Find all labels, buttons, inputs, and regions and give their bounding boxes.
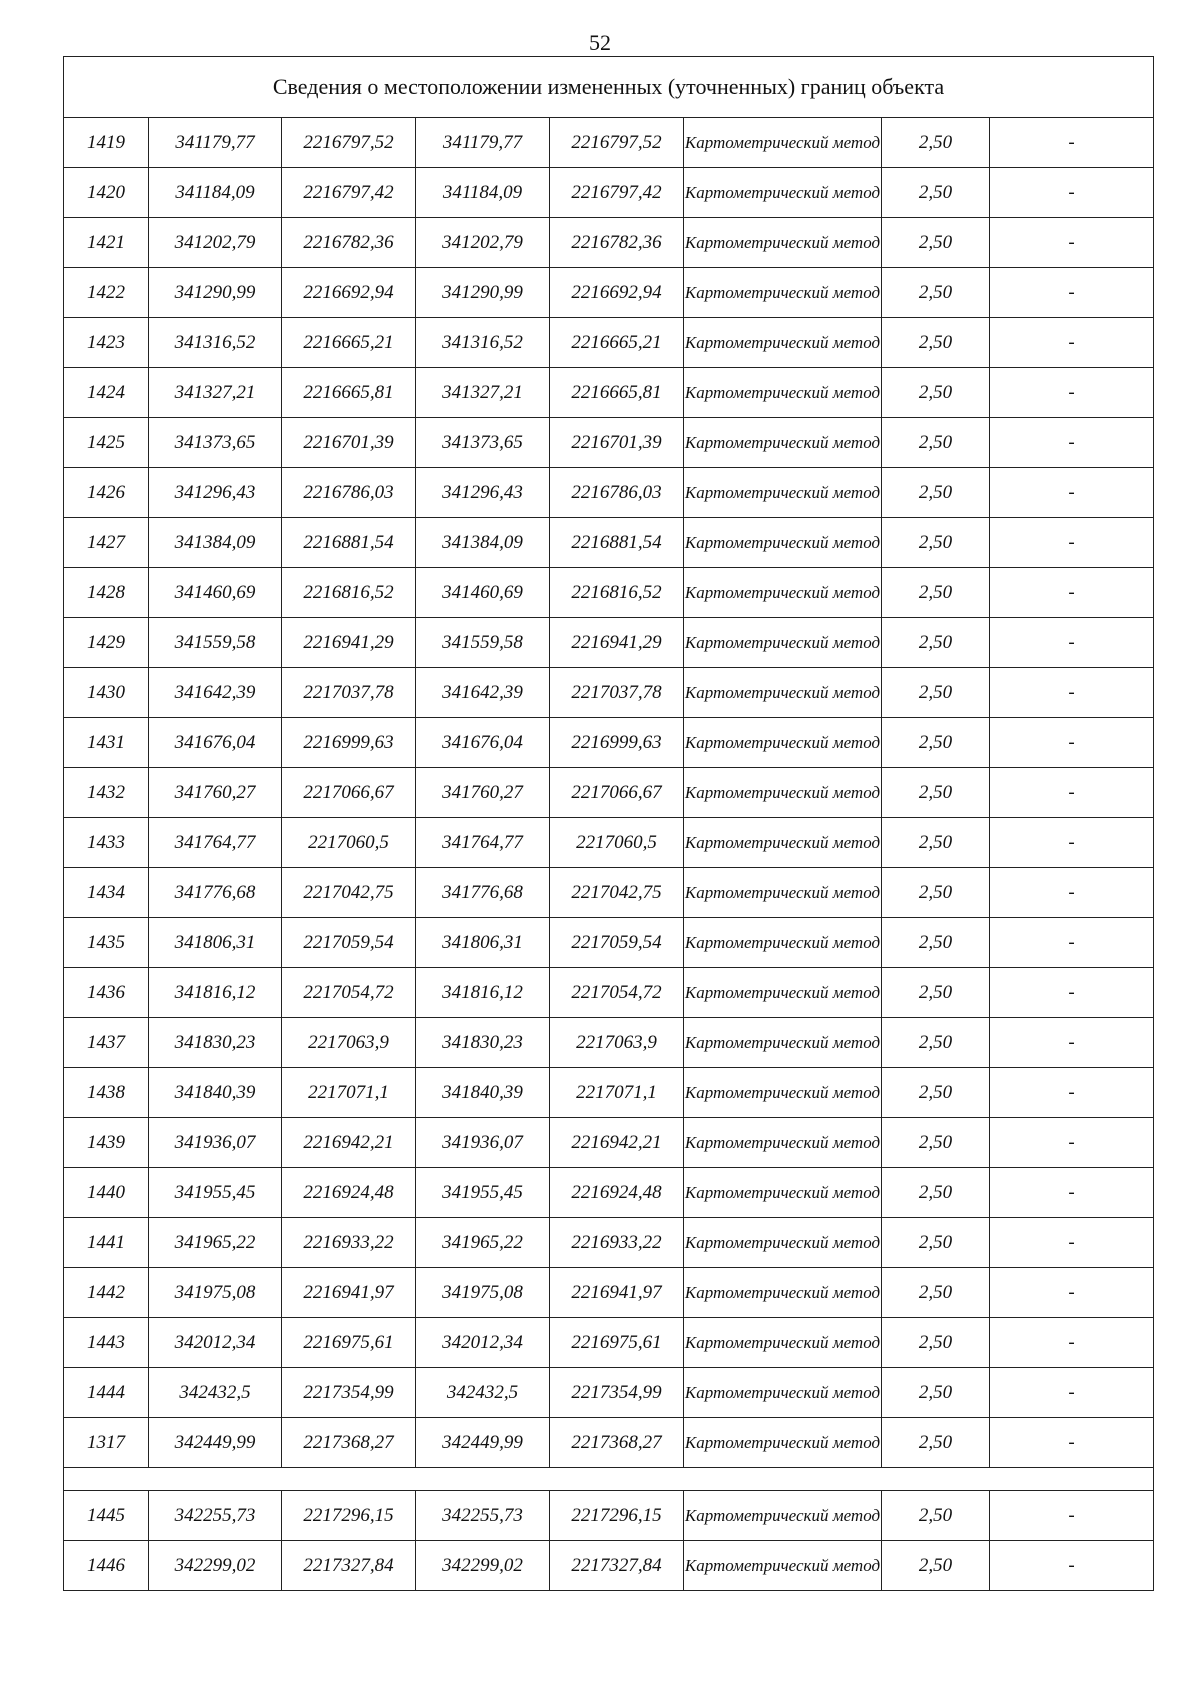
- table-row: [64, 868, 1154, 918]
- x-new-cell: 341460,69: [416, 568, 550, 618]
- y-existing-cell: 2216942,21: [282, 1118, 416, 1168]
- table-row: [64, 1491, 1154, 1541]
- y-new-cell: 2217037,78: [550, 668, 684, 718]
- y-existing-cell: 2216701,39: [282, 418, 416, 468]
- y-existing-cell: 2217037,78: [282, 668, 416, 718]
- precision-cell: 2,50: [882, 368, 990, 418]
- y-existing-cell: 2217071,1: [282, 1068, 416, 1118]
- y-new-cell: 2216665,81: [550, 368, 684, 418]
- x-existing-cell: 341776,68: [149, 868, 282, 918]
- point-number-cell: 1435: [64, 918, 149, 968]
- x-new-cell: 341373,65: [416, 418, 550, 468]
- y-new-cell: 2217368,27: [550, 1418, 684, 1468]
- method-cell: Картометрический метод: [684, 318, 882, 368]
- method-cell: Картометрический метод: [684, 1318, 882, 1368]
- description-cell: -: [990, 1118, 1154, 1168]
- point-number-cell: 1423: [64, 318, 149, 368]
- page-number: 52: [589, 30, 611, 55]
- x-existing-cell: 341975,08: [149, 1268, 282, 1318]
- method-cell: Картометрический метод: [684, 1368, 882, 1418]
- point-number-cell: 1421: [64, 218, 149, 268]
- description-cell: -: [990, 318, 1154, 368]
- table-row: [64, 1068, 1154, 1118]
- description-cell: -: [990, 1018, 1154, 1068]
- y-existing-cell: 2216941,29: [282, 618, 416, 668]
- y-new-cell: 2217354,99: [550, 1368, 684, 1418]
- y-existing-cell: 2217327,84: [282, 1541, 416, 1591]
- point-number-cell: 1430: [64, 668, 149, 718]
- point-number-cell: 1420: [64, 168, 149, 218]
- x-new-cell: 342449,99: [416, 1418, 550, 1468]
- method-cell: Картометрический метод: [684, 1491, 882, 1541]
- section-separator-cell: [64, 1468, 1154, 1491]
- table-row: [64, 118, 1154, 168]
- y-existing-cell: 2216941,97: [282, 1268, 416, 1318]
- table-row: [64, 368, 1154, 418]
- precision-cell: 2,50: [882, 268, 990, 318]
- y-existing-cell: 2216692,94: [282, 268, 416, 318]
- precision-cell: 2,50: [882, 418, 990, 468]
- method-cell: Картометрический метод: [684, 1168, 882, 1218]
- y-new-cell: 2216881,54: [550, 518, 684, 568]
- y-new-cell: 2217066,67: [550, 768, 684, 818]
- table-body: [64, 57, 1154, 1591]
- x-existing-cell: 341460,69: [149, 568, 282, 618]
- table-row: [64, 168, 1154, 218]
- x-existing-cell: 341840,39: [149, 1068, 282, 1118]
- boundary-table: [63, 56, 1154, 1591]
- x-new-cell: 341202,79: [416, 218, 550, 268]
- table-title: Сведения о местоположении измененных (уточненных) границ объекта: [64, 57, 1154, 118]
- description-cell: -: [990, 268, 1154, 318]
- description-cell: -: [990, 918, 1154, 968]
- table-row: [64, 768, 1154, 818]
- x-existing-cell: 342432,5: [149, 1368, 282, 1418]
- y-new-cell: 2216797,42: [550, 168, 684, 218]
- precision-cell: 2,50: [882, 1118, 990, 1168]
- precision-cell: 2,50: [882, 1418, 990, 1468]
- y-new-cell: 2216786,03: [550, 468, 684, 518]
- table-row: [64, 618, 1154, 668]
- description-cell: -: [990, 368, 1154, 418]
- y-new-cell: 2216797,52: [550, 118, 684, 168]
- y-existing-cell: 2217296,15: [282, 1491, 416, 1541]
- y-new-cell: 2216942,21: [550, 1118, 684, 1168]
- method-cell: Картометрический метод: [684, 118, 882, 168]
- x-new-cell: 341764,77: [416, 818, 550, 868]
- y-existing-cell: 2216786,03: [282, 468, 416, 518]
- method-cell: Картометрический метод: [684, 1218, 882, 1268]
- y-new-cell: 2217059,54: [550, 918, 684, 968]
- table-row: [64, 918, 1154, 968]
- y-new-cell: 2217042,75: [550, 868, 684, 918]
- point-number-cell: 1426: [64, 468, 149, 518]
- point-number-cell: 1438: [64, 1068, 149, 1118]
- method-cell: Картометрический метод: [684, 718, 882, 768]
- x-existing-cell: 341764,77: [149, 818, 282, 868]
- table-row: [64, 1118, 1154, 1168]
- description-cell: -: [990, 418, 1154, 468]
- method-cell: Картометрический метод: [684, 818, 882, 868]
- precision-cell: 2,50: [882, 618, 990, 668]
- table-title-row: [64, 57, 1154, 118]
- x-new-cell: 342255,73: [416, 1491, 550, 1541]
- point-number-cell: 1436: [64, 968, 149, 1018]
- y-existing-cell: 2216881,54: [282, 518, 416, 568]
- x-new-cell: 341830,23: [416, 1018, 550, 1068]
- table-row: [64, 1541, 1154, 1591]
- table-row: [64, 218, 1154, 268]
- table-row: [64, 518, 1154, 568]
- precision-cell: 2,50: [882, 1541, 990, 1591]
- point-number-cell: 1424: [64, 368, 149, 418]
- point-number-cell: 1422: [64, 268, 149, 318]
- method-cell: Картометрический метод: [684, 368, 882, 418]
- precision-cell: 2,50: [882, 768, 990, 818]
- y-existing-cell: 2216924,48: [282, 1168, 416, 1218]
- x-new-cell: 341327,21: [416, 368, 550, 418]
- table-row: [64, 718, 1154, 768]
- precision-cell: 2,50: [882, 1018, 990, 1068]
- y-new-cell: 2216975,61: [550, 1318, 684, 1368]
- y-new-cell: 2216933,22: [550, 1218, 684, 1268]
- precision-cell: 2,50: [882, 568, 990, 618]
- table-row: [64, 268, 1154, 318]
- description-cell: -: [990, 968, 1154, 1018]
- table-row: [64, 468, 1154, 518]
- y-new-cell: 2216701,39: [550, 418, 684, 468]
- description-cell: -: [990, 1068, 1154, 1118]
- method-cell: Картометрический метод: [684, 618, 882, 668]
- y-existing-cell: 2217063,9: [282, 1018, 416, 1068]
- table-row: [64, 1018, 1154, 1068]
- table-row: [64, 1218, 1154, 1268]
- point-number-cell: 1429: [64, 618, 149, 668]
- y-new-cell: 2216782,36: [550, 218, 684, 268]
- precision-cell: 2,50: [882, 218, 990, 268]
- table-row: [64, 668, 1154, 718]
- method-cell: Картометрический метод: [684, 1418, 882, 1468]
- x-new-cell: 341965,22: [416, 1218, 550, 1268]
- x-new-cell: 341760,27: [416, 768, 550, 818]
- x-existing-cell: 341830,23: [149, 1018, 282, 1068]
- precision-cell: 2,50: [882, 468, 990, 518]
- x-new-cell: 341184,09: [416, 168, 550, 218]
- x-new-cell: 341936,07: [416, 1118, 550, 1168]
- y-existing-cell: 2216933,22: [282, 1218, 416, 1268]
- x-existing-cell: 341816,12: [149, 968, 282, 1018]
- precision-cell: 2,50: [882, 518, 990, 568]
- x-existing-cell: 341760,27: [149, 768, 282, 818]
- method-cell: Картометрический метод: [684, 918, 882, 968]
- description-cell: -: [990, 768, 1154, 818]
- x-existing-cell: 341559,58: [149, 618, 282, 668]
- point-number-cell: 1433: [64, 818, 149, 868]
- y-existing-cell: 2216665,81: [282, 368, 416, 418]
- y-new-cell: 2217071,1: [550, 1068, 684, 1118]
- description-cell: -: [990, 668, 1154, 718]
- description-cell: -: [990, 618, 1154, 668]
- y-existing-cell: 2217054,72: [282, 968, 416, 1018]
- point-number-cell: 1425: [64, 418, 149, 468]
- table-row: [64, 968, 1154, 1018]
- x-new-cell: 341179,77: [416, 118, 550, 168]
- table-row: [64, 1268, 1154, 1318]
- x-existing-cell: 341965,22: [149, 1218, 282, 1268]
- description-cell: -: [990, 568, 1154, 618]
- x-new-cell: 342012,34: [416, 1318, 550, 1368]
- y-existing-cell: 2217059,54: [282, 918, 416, 968]
- method-cell: Картометрический метод: [684, 518, 882, 568]
- y-new-cell: 2216941,29: [550, 618, 684, 668]
- x-existing-cell: 341296,43: [149, 468, 282, 518]
- y-new-cell: 2216999,63: [550, 718, 684, 768]
- y-existing-cell: 2217042,75: [282, 868, 416, 918]
- method-cell: Картометрический метод: [684, 568, 882, 618]
- y-existing-cell: 2216797,52: [282, 118, 416, 168]
- x-existing-cell: 341179,77: [149, 118, 282, 168]
- method-cell: Картометрический метод: [684, 268, 882, 318]
- x-new-cell: 341840,39: [416, 1068, 550, 1118]
- x-existing-cell: 341955,45: [149, 1168, 282, 1218]
- description-cell: -: [990, 168, 1154, 218]
- x-new-cell: 341296,43: [416, 468, 550, 518]
- method-cell: Картометрический метод: [684, 1118, 882, 1168]
- y-existing-cell: 2217066,67: [282, 768, 416, 818]
- point-number-cell: 1446: [64, 1541, 149, 1591]
- precision-cell: 2,50: [882, 1368, 990, 1418]
- table-row: [64, 1168, 1154, 1218]
- x-existing-cell: 341316,52: [149, 318, 282, 368]
- y-new-cell: 2216941,97: [550, 1268, 684, 1318]
- method-cell: Картометрический метод: [684, 468, 882, 518]
- x-existing-cell: 341936,07: [149, 1118, 282, 1168]
- point-number-cell: 1419: [64, 118, 149, 168]
- y-new-cell: 2217296,15: [550, 1491, 684, 1541]
- x-new-cell: 341676,04: [416, 718, 550, 768]
- x-existing-cell: 342449,99: [149, 1418, 282, 1468]
- method-cell: Картометрический метод: [684, 1018, 882, 1068]
- table-row: [64, 568, 1154, 618]
- x-existing-cell: 342012,34: [149, 1318, 282, 1368]
- y-new-cell: 2217327,84: [550, 1541, 684, 1591]
- y-existing-cell: 2216999,63: [282, 718, 416, 768]
- precision-cell: 2,50: [882, 1218, 990, 1268]
- y-new-cell: 2217060,5: [550, 818, 684, 868]
- precision-cell: 2,50: [882, 1318, 990, 1368]
- x-existing-cell: 341290,99: [149, 268, 282, 318]
- x-new-cell: 341316,52: [416, 318, 550, 368]
- x-new-cell: 341816,12: [416, 968, 550, 1018]
- description-cell: -: [990, 1268, 1154, 1318]
- y-existing-cell: 2217060,5: [282, 818, 416, 868]
- x-existing-cell: 341642,39: [149, 668, 282, 718]
- x-new-cell: 341384,09: [416, 518, 550, 568]
- point-number-cell: 1431: [64, 718, 149, 768]
- description-cell: -: [990, 518, 1154, 568]
- precision-cell: 2,50: [882, 318, 990, 368]
- point-number-cell: 1443: [64, 1318, 149, 1368]
- x-new-cell: 341559,58: [416, 618, 550, 668]
- x-new-cell: 341955,45: [416, 1168, 550, 1218]
- precision-cell: 2,50: [882, 1268, 990, 1318]
- description-cell: -: [990, 1168, 1154, 1218]
- y-existing-cell: 2216665,21: [282, 318, 416, 368]
- description-cell: -: [990, 468, 1154, 518]
- point-number-cell: 1432: [64, 768, 149, 818]
- table-row: [64, 318, 1154, 368]
- table-row: [64, 1418, 1154, 1468]
- point-number-cell: 1442: [64, 1268, 149, 1318]
- y-new-cell: 2217054,72: [550, 968, 684, 1018]
- x-new-cell: 341806,31: [416, 918, 550, 968]
- y-existing-cell: 2216975,61: [282, 1318, 416, 1368]
- x-new-cell: 341290,99: [416, 268, 550, 318]
- table-row: [64, 1318, 1154, 1368]
- description-cell: -: [990, 1318, 1154, 1368]
- y-new-cell: 2216692,94: [550, 268, 684, 318]
- precision-cell: 2,50: [882, 918, 990, 968]
- precision-cell: 2,50: [882, 1168, 990, 1218]
- precision-cell: 2,50: [882, 1491, 990, 1541]
- method-cell: Картометрический метод: [684, 668, 882, 718]
- table-row: [64, 418, 1154, 468]
- y-existing-cell: 2216797,42: [282, 168, 416, 218]
- description-cell: -: [990, 1368, 1154, 1418]
- x-new-cell: 341642,39: [416, 668, 550, 718]
- y-new-cell: 2217063,9: [550, 1018, 684, 1068]
- x-new-cell: 342432,5: [416, 1368, 550, 1418]
- point-number-cell: 1444: [64, 1368, 149, 1418]
- x-existing-cell: 341384,09: [149, 518, 282, 568]
- table-row: [64, 1368, 1154, 1418]
- description-cell: -: [990, 1491, 1154, 1541]
- method-cell: Картометрический метод: [684, 868, 882, 918]
- table-row: [64, 818, 1154, 868]
- precision-cell: 2,50: [882, 118, 990, 168]
- y-existing-cell: 2217368,27: [282, 1418, 416, 1468]
- point-number-cell: 1437: [64, 1018, 149, 1068]
- description-cell: -: [990, 1418, 1154, 1468]
- description-cell: -: [990, 118, 1154, 168]
- x-existing-cell: 341806,31: [149, 918, 282, 968]
- method-cell: Картометрический метод: [684, 418, 882, 468]
- x-existing-cell: 341373,65: [149, 418, 282, 468]
- precision-cell: 2,50: [882, 168, 990, 218]
- point-number-cell: 1440: [64, 1168, 149, 1218]
- precision-cell: 2,50: [882, 1068, 990, 1118]
- point-number-cell: 1317: [64, 1418, 149, 1468]
- precision-cell: 2,50: [882, 868, 990, 918]
- point-number-cell: 1428: [64, 568, 149, 618]
- description-cell: -: [990, 718, 1154, 768]
- method-cell: Картометрический метод: [684, 1541, 882, 1591]
- precision-cell: 2,50: [882, 968, 990, 1018]
- description-cell: -: [990, 218, 1154, 268]
- point-number-cell: 1434: [64, 868, 149, 918]
- precision-cell: 2,50: [882, 668, 990, 718]
- x-existing-cell: 341676,04: [149, 718, 282, 768]
- x-existing-cell: 342299,02: [149, 1541, 282, 1591]
- description-cell: -: [990, 1218, 1154, 1268]
- precision-cell: 2,50: [882, 818, 990, 868]
- y-new-cell: 2216924,48: [550, 1168, 684, 1218]
- method-cell: Картометрический метод: [684, 218, 882, 268]
- precision-cell: 2,50: [882, 718, 990, 768]
- y-existing-cell: 2216782,36: [282, 218, 416, 268]
- method-cell: Картометрический метод: [684, 968, 882, 1018]
- point-number-cell: 1441: [64, 1218, 149, 1268]
- point-number-cell: 1439: [64, 1118, 149, 1168]
- description-cell: -: [990, 868, 1154, 918]
- x-new-cell: 342299,02: [416, 1541, 550, 1591]
- x-existing-cell: 341327,21: [149, 368, 282, 418]
- y-existing-cell: 2216816,52: [282, 568, 416, 618]
- x-existing-cell: 341202,79: [149, 218, 282, 268]
- x-new-cell: 341776,68: [416, 868, 550, 918]
- section-separator-row: [64, 1468, 1154, 1491]
- y-new-cell: 2216665,21: [550, 318, 684, 368]
- x-existing-cell: 341184,09: [149, 168, 282, 218]
- description-cell: -: [990, 818, 1154, 868]
- y-existing-cell: 2217354,99: [282, 1368, 416, 1418]
- method-cell: Картометрический метод: [684, 768, 882, 818]
- x-new-cell: 341975,08: [416, 1268, 550, 1318]
- method-cell: Картометрический метод: [684, 1268, 882, 1318]
- method-cell: Картометрический метод: [684, 1068, 882, 1118]
- method-cell: Картометрический метод: [684, 168, 882, 218]
- y-new-cell: 2216816,52: [550, 568, 684, 618]
- point-number-cell: 1445: [64, 1491, 149, 1541]
- x-existing-cell: 342255,73: [149, 1491, 282, 1541]
- description-cell: -: [990, 1541, 1154, 1591]
- point-number-cell: 1427: [64, 518, 149, 568]
